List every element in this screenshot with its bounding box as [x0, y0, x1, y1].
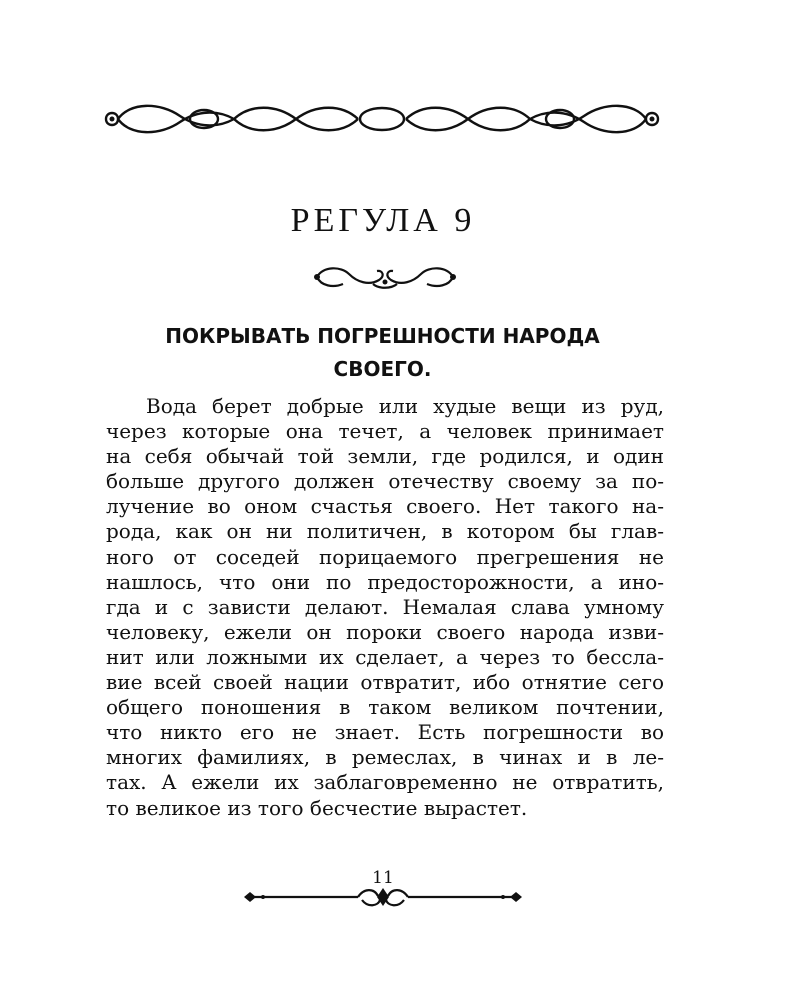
- text-line: ного от соседей порицаемого прегрешения не: [106, 544, 664, 569]
- subtitle-line: СВОЕГО.: [333, 357, 432, 381]
- rule-subtitle: [110, 320, 655, 386]
- text-line: вие всей своей нации отвратит, ибо отнятие сего: [106, 670, 664, 695]
- text-line: Вода берет добрые или худые вещи из руд,: [146, 394, 664, 418]
- page-title: РЕГУЛА 9: [290, 202, 476, 239]
- text-line: общего поношения в таком великом почтении,: [106, 695, 664, 720]
- text-line: то великое из того бесчестие вырастет.: [106, 795, 528, 820]
- page-number: 11: [372, 868, 394, 888]
- text-line: что никто его не знает. Есть погрешности во: [106, 720, 664, 745]
- text-line: рода, как он ни политичен, в котором бы глав-: [106, 519, 664, 544]
- text-line: многих фамилиях, в ремеслах, в чинах и в ле-: [106, 745, 664, 770]
- text-line: гда и с зависти делают. Немалая слава умному: [106, 594, 664, 619]
- text-line: нашлось, что они по предосторожности, а ино-: [106, 569, 664, 594]
- text-line: на себя обычай той земли, где родился, и один: [106, 444, 664, 469]
- text-line: нит или ложными их сделает, а через то бесcла-: [106, 644, 664, 669]
- text-line: тах. А ежели их заблаговременно не отвратить,: [106, 770, 664, 795]
- top-ornament: [100, 96, 664, 142]
- text-line: человеку, ежели он пороки своего народа изви-: [106, 619, 664, 644]
- text-line: через которые она течет, а человек принимает: [106, 419, 664, 444]
- subtitle-line: ПОКРЫВАТЬ ПОГРЕШНОСТИ НАРОДА: [165, 324, 600, 348]
- text-line: больше другого должен отечеству своему за по-: [106, 469, 664, 494]
- body-paragraph: [106, 394, 664, 821]
- text-line: лучение во оном счастья своего. Нет такого на-: [106, 494, 664, 519]
- title-flourish: [313, 262, 457, 292]
- footer-ornament: [240, 884, 526, 910]
